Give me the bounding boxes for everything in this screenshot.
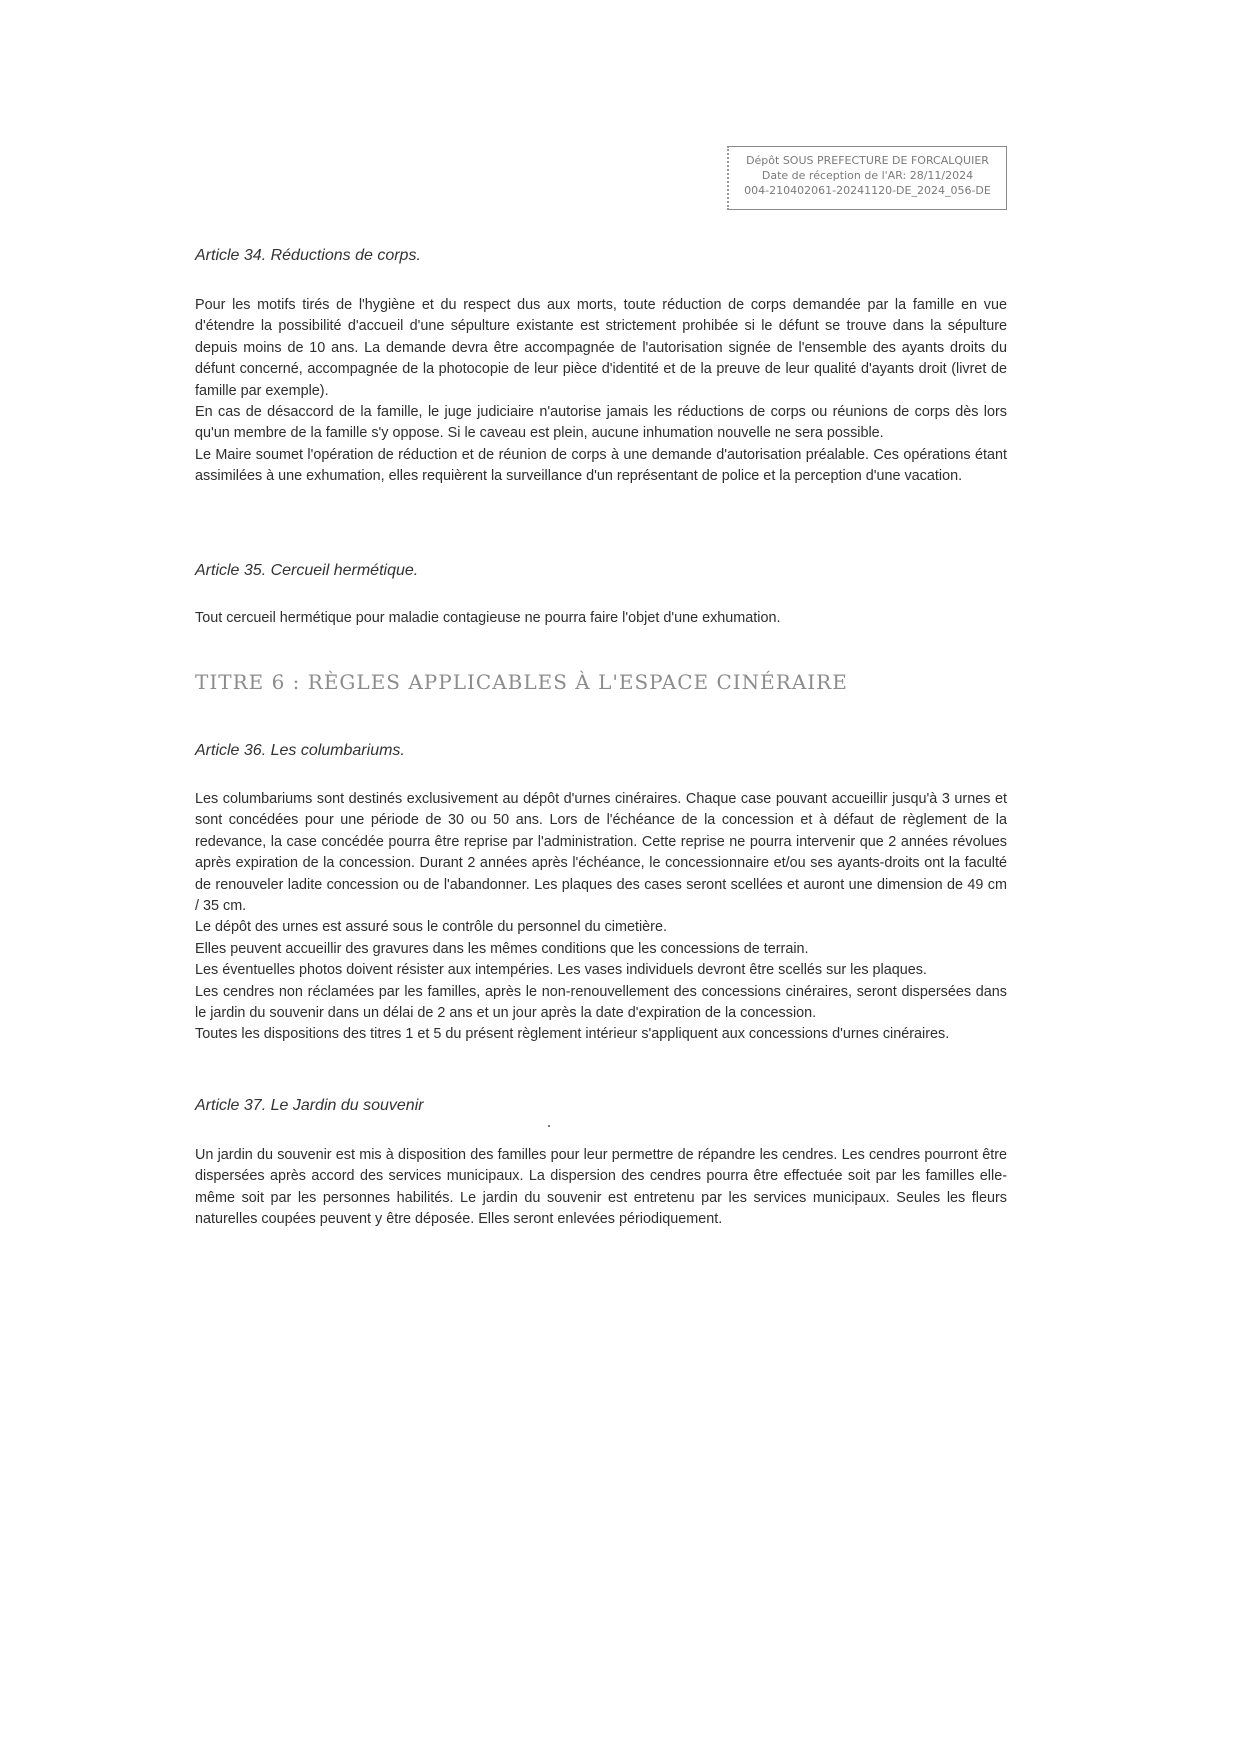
article-37-title: Article 37. Le Jardin du souvenir	[195, 1097, 424, 1114]
stamp-line-3: 004-210402061-20241120-DE_2024_056-DE	[744, 184, 991, 197]
article-34-body	[195, 295, 1007, 488]
reception-stamp	[727, 146, 1007, 210]
article-36-paragraph: Le dépôt des urnes est assuré sous le contrôle du personnel du cimetière.	[195, 919, 667, 936]
stamp-line-1: Dépôt SOUS PREFECTURE DE FORCALQUIER	[746, 154, 989, 167]
article-36-paragraph: Elles peuvent accueillir des gravures dans les mêmes conditions que les concessions de terrain.	[195, 940, 809, 957]
article-34-title: Article 34. Réductions de corps.	[195, 247, 421, 264]
article-35-body	[195, 608, 1007, 629]
stamp-line-2: Date de réception de l'AR: 28/11/2024	[761, 169, 974, 182]
article-36-title: Article 36. Les columbariums.	[195, 742, 405, 759]
article-35-title: Article 35. Cercueil hermétique.	[195, 562, 419, 579]
article-36-paragraph: Les cendres non réclamées par les familles, après le non-renouvellement des concessions cinéraires, seront dispersées dans le jardin du souvenir dans un délai de 2 ans et un jour après la date d'expiration de la concession.	[195, 983, 1007, 1022]
section-title: TITRE 6 : RÈGLES APPLICABLES À L'ESPACE CINÉRAIRE	[195, 670, 848, 694]
article-36-paragraph: Toutes les dispositions des titres 1 et 5 du présent règlement intérieur s'appliquent aux concessions d'urnes cinéraires.	[195, 1026, 950, 1043]
article-34-paragraph: Pour les motifs tirés de l'hygiène et du respect dus aux morts, toute réduction de corps demandée par la famille en vue d'étendre la possibilité d'accueil d'une sépulture existante est strictement prohibée si le défunt se trouve dans la sépulture depuis moins de 10 ans. La demande devra être accompagnée de l'autorisation signée de l'ensemble des ayants droits du défunt concerné, accompagnée de la photocopie de leur pièce d'identité et de la preuve de leur qualité d'ayants droit (livret de famille par exemple).	[195, 297, 1007, 399]
article-36-paragraph: Les éventuelles photos doivent résister aux intempéries. Les vases individuels devront être scellés sur les plaques.	[195, 962, 927, 979]
article-34-paragraph: En cas de désaccord de la famille, le juge judiciaire n'autorise jamais les réductions de corps ou réunions de corps dès lors qu'un membre de la famille s'y oppose. Si le caveau est plein, aucune inhumation nouvelle ne sera possible.	[195, 404, 1007, 442]
article-36-body	[195, 789, 1007, 1046]
article-37-body	[195, 1145, 1007, 1231]
article-35-paragraph: Tout cercueil hermétique pour maladie contagieuse ne pourra faire l'objet d'une exhumation.	[195, 610, 781, 626]
article-37-paragraph: Un jardin du souvenir est mis à disposition des familles pour leur permettre de répandre les cendres. Les cendres pourront être dispersées après accord des services municipaux. La dispersion des cendres pourra être effectuée soit par les familles elle-même soit par les personnes habilités. Le jardin du souvenir est entretenu par les services municipaux. Seules les fleurs naturelles coupées peuvent y être déposée. Elles seront enlevées périodiquement.	[195, 1147, 1007, 1228]
scan-speck	[548, 1125, 550, 1127]
article-36-paragraph: Les columbariums sont destinés exclusivement au dépôt d'urnes cinéraires. Chaque case pouvant accueillir jusqu'à 3 urnes et sont concédées pour une période de 30 ou 50 ans. Lors de l'échéance de la concession et à défaut de règlement de la redevance, la case concédée pourra être reprise par l'administration. Cette reprise ne pourra intervenir que 2 années révolues après expiration de la concession. Durant 2 années après l'échéance, le concessionnaire et/ou ses ayants-droits ont la faculté de renouveler ladite concession ou de l'abandonner. Les plaques des cases seront scellées et auront une dimension de 49 cm / 35 cm.	[195, 791, 1007, 915]
article-34-paragraph: Le Maire soumet l'opération de réduction et de réunion de corps à une demande d'autorisation préalable. Ces opérations étant assimilées à une exhumation, elles requièrent la surveillance d'un représentant de police et la perception d'une vacation.	[195, 446, 1007, 485]
